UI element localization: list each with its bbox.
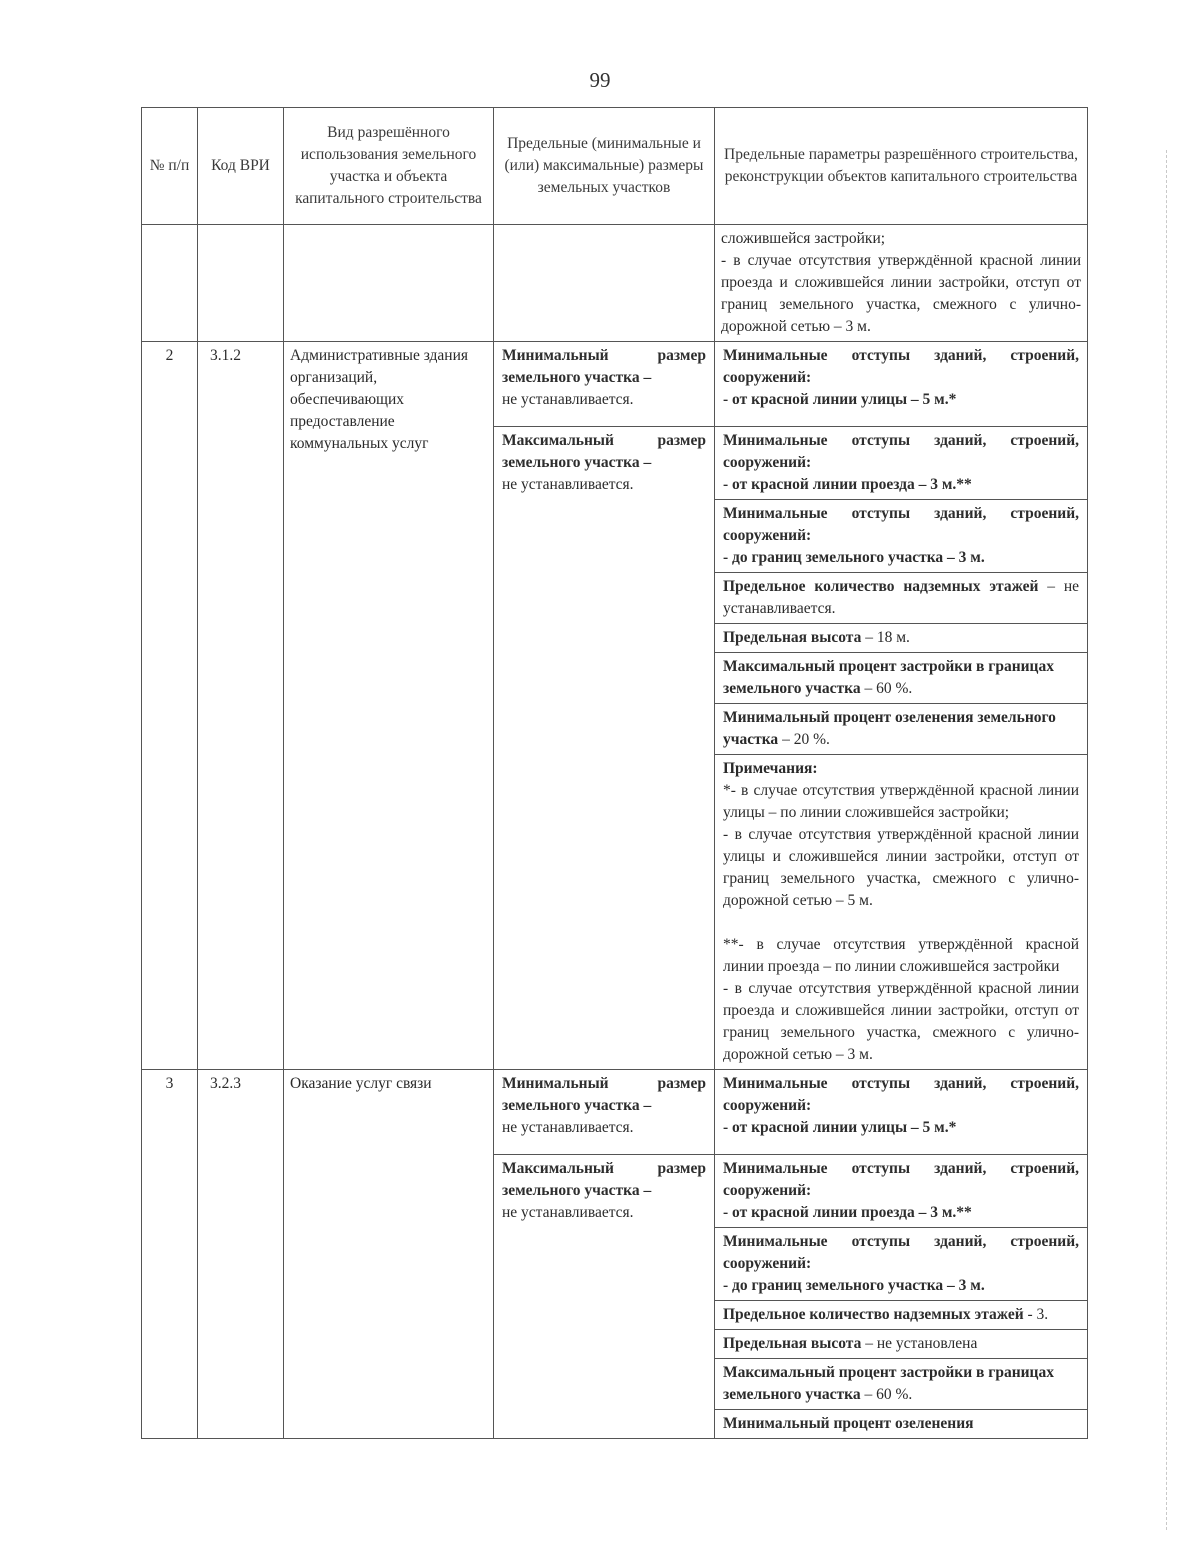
param-min-greenery: Минимальный процент озеленения земельного участка – 20 %. (715, 704, 1087, 755)
param-setback-boundary: Минимальные отступы зданий, строений, сооружений: - до границ земельного участка – 3 м. (715, 500, 1087, 573)
header-kind: Вид разрешённого использования земельного участка и объекта капитального строительства (284, 108, 494, 225)
row-code: 3.2.3 (198, 1070, 284, 1439)
min-size-title: Минимальный размер земельного участка – (502, 1075, 706, 1114)
param-floors: Предельное количество надземных этажей – не устанавливается. (715, 573, 1087, 624)
cell-empty (142, 225, 198, 342)
cell-empty (284, 225, 494, 342)
param-notes (715, 755, 1087, 1070)
continuation-line: сложившейся застройки; (721, 230, 886, 247)
param-setback-driveway: Минимальные отступы зданий, строений, сооружений: - от красной линии проезда – 3 м.** (715, 427, 1087, 500)
param-setback-boundary: Минимальные отступы зданий, строений, сооружений: - до границ земельного участка – 3 м. (715, 1228, 1087, 1301)
scan-edge-line (1166, 150, 1167, 1530)
param-height: Предельная высота – не установлена (715, 1330, 1087, 1359)
param-max-coverage: Максимальный процент застройки в границах земельного участка – 60 %. (715, 653, 1087, 704)
param-floors: Предельное количество надземных этажей - 3. (715, 1301, 1087, 1330)
header-num: № п/п (142, 108, 198, 225)
max-size-value: не устанавливается. (502, 476, 634, 493)
max-size-title: Максимальный размер земельного участка – (502, 432, 706, 471)
row-code: 3.1.2 (198, 342, 284, 1070)
row-number: 3 (142, 1070, 198, 1439)
max-size-value: не устанавливается. (502, 1204, 634, 1221)
row-number: 2 (142, 342, 198, 1070)
param-setback-street: Минимальные отступы зданий, строений, сооружений: - от красной линии улицы – 5 м.* (715, 342, 1087, 427)
min-size-title: Минимальный размер земельного участка – (502, 347, 706, 386)
continuation-line: - в случае отсутствия утверждённой красной линии проезда и сложившейся линии застройки, отступ от границ земельного участка, смежного с улично-дорожной сетью – 3 м. (721, 252, 1081, 335)
param-setback-street: Минимальные отступы зданий, строений, сооружений: - от красной линии улицы – 5 м.* (715, 1070, 1087, 1155)
row-params (715, 1070, 1088, 1439)
page-number: 99 (589, 68, 611, 92)
note-item: **- в случае отсутствия утверждённой красной линии проезда – по линии сложившейся застройки (723, 936, 1079, 975)
row-sizes (494, 342, 715, 1070)
notes-title: Примечания: (723, 760, 818, 777)
min-size (494, 342, 714, 427)
header-params: Предельные параметры разрешённого строительства, реконструкции объектов капитального строительства (715, 108, 1088, 225)
cell-empty (494, 225, 715, 342)
note-item: - в случае отсутствия утверждённой красной линии проезда и сложившейся линии застройки, отступ от границ земельного участка, смежного с улично-дорожной сетью – 3 м. (723, 980, 1079, 1063)
table-header-row (142, 108, 1088, 225)
row-kind: Административные здания организаций, обеспечивающих предоставление коммунальных услуг (284, 342, 494, 1070)
note-item: - в случае отсутствия утверждённой красной линии улицы и сложившейся линии застройки, отступ от границ земельного участка, смежного с улично-дорожной сетью – 5 м. (723, 826, 1079, 909)
table-row-2 (142, 342, 1088, 1070)
continuation-notes (715, 225, 1088, 342)
param-max-coverage: Максимальный процент застройки в границах земельного участка – 60 %. (715, 1359, 1087, 1410)
param-setback-driveway: Минимальные отступы зданий, строений, сооружений: - от красной линии проезда – 3 м.** (715, 1155, 1087, 1228)
row-sizes (494, 1070, 715, 1439)
min-size-value: не устанавливается. (502, 391, 634, 408)
table-row-continuation (142, 225, 1088, 342)
param-min-greenery: Минимальный процент озеленения (723, 1415, 974, 1432)
table-row-3 (142, 1070, 1088, 1439)
row-params (715, 342, 1088, 1070)
min-size (494, 1070, 714, 1155)
header-sizes: Предельные (минимальные и (или) максимальные) размеры земельных участков (494, 108, 715, 225)
param-height: Предельная высота – 18 м. (715, 624, 1087, 653)
min-size-value: не устанавливается. (502, 1119, 634, 1136)
max-size (494, 1155, 714, 1228)
max-size (494, 427, 714, 500)
row-kind: Оказание услуг связи (284, 1070, 494, 1439)
note-item: *- в случае отсутствия утверждённой красной линии улицы – по линии сложившейся застройки; (723, 782, 1079, 821)
header-code: Код ВРИ (198, 108, 284, 225)
cell-empty (198, 225, 284, 342)
max-size-title: Максимальный размер земельного участка – (502, 1160, 706, 1199)
regulations-table (141, 107, 1088, 1439)
